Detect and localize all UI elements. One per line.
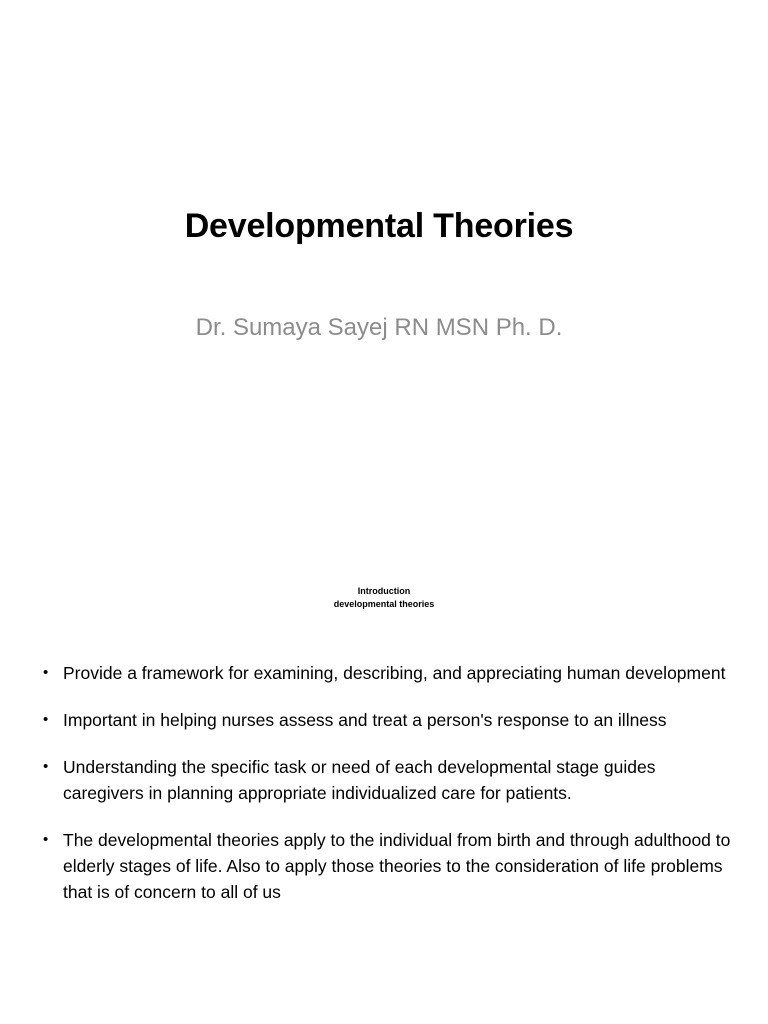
bullet-item-1 xyxy=(0,660,768,686)
bullet-list xyxy=(0,660,768,905)
slide-subtitle: Dr. Sumaya Sayej RN MSN Ph. D. xyxy=(195,314,563,341)
bullet-text: Provide a framework for examining, describing, and appreciating human development xyxy=(63,663,726,683)
bullet-dot-icon: • xyxy=(43,758,49,775)
bullet-item-3 xyxy=(0,754,768,806)
slide-title: Developmental Theories xyxy=(184,207,574,245)
slide-heading-line-2: developmental theories xyxy=(333,599,435,609)
slide-heading xyxy=(0,585,768,611)
bullet-text: Important in helping nurses assess and treat a person's response to an illness xyxy=(63,710,667,730)
bullet-item-4 xyxy=(0,827,768,905)
bullet-text: Understanding the specific task or need of each developmental stage guides caregivers in planning appropriate individualized care for patients. xyxy=(63,757,656,803)
content-slide xyxy=(0,576,768,1024)
bullet-dot-icon: • xyxy=(43,831,49,848)
slide-heading-line-1: Introduction xyxy=(357,586,411,596)
bullet-text: The developmental theories apply to the individual from birth and through adulthood to elderly stages of life. Also to apply those theories to the consideration of life problems that is of concern to all of us xyxy=(63,830,731,902)
bullet-dot-icon: • xyxy=(43,664,49,681)
bullet-dot-icon: • xyxy=(43,711,49,728)
bullet-item-2 xyxy=(0,707,768,733)
